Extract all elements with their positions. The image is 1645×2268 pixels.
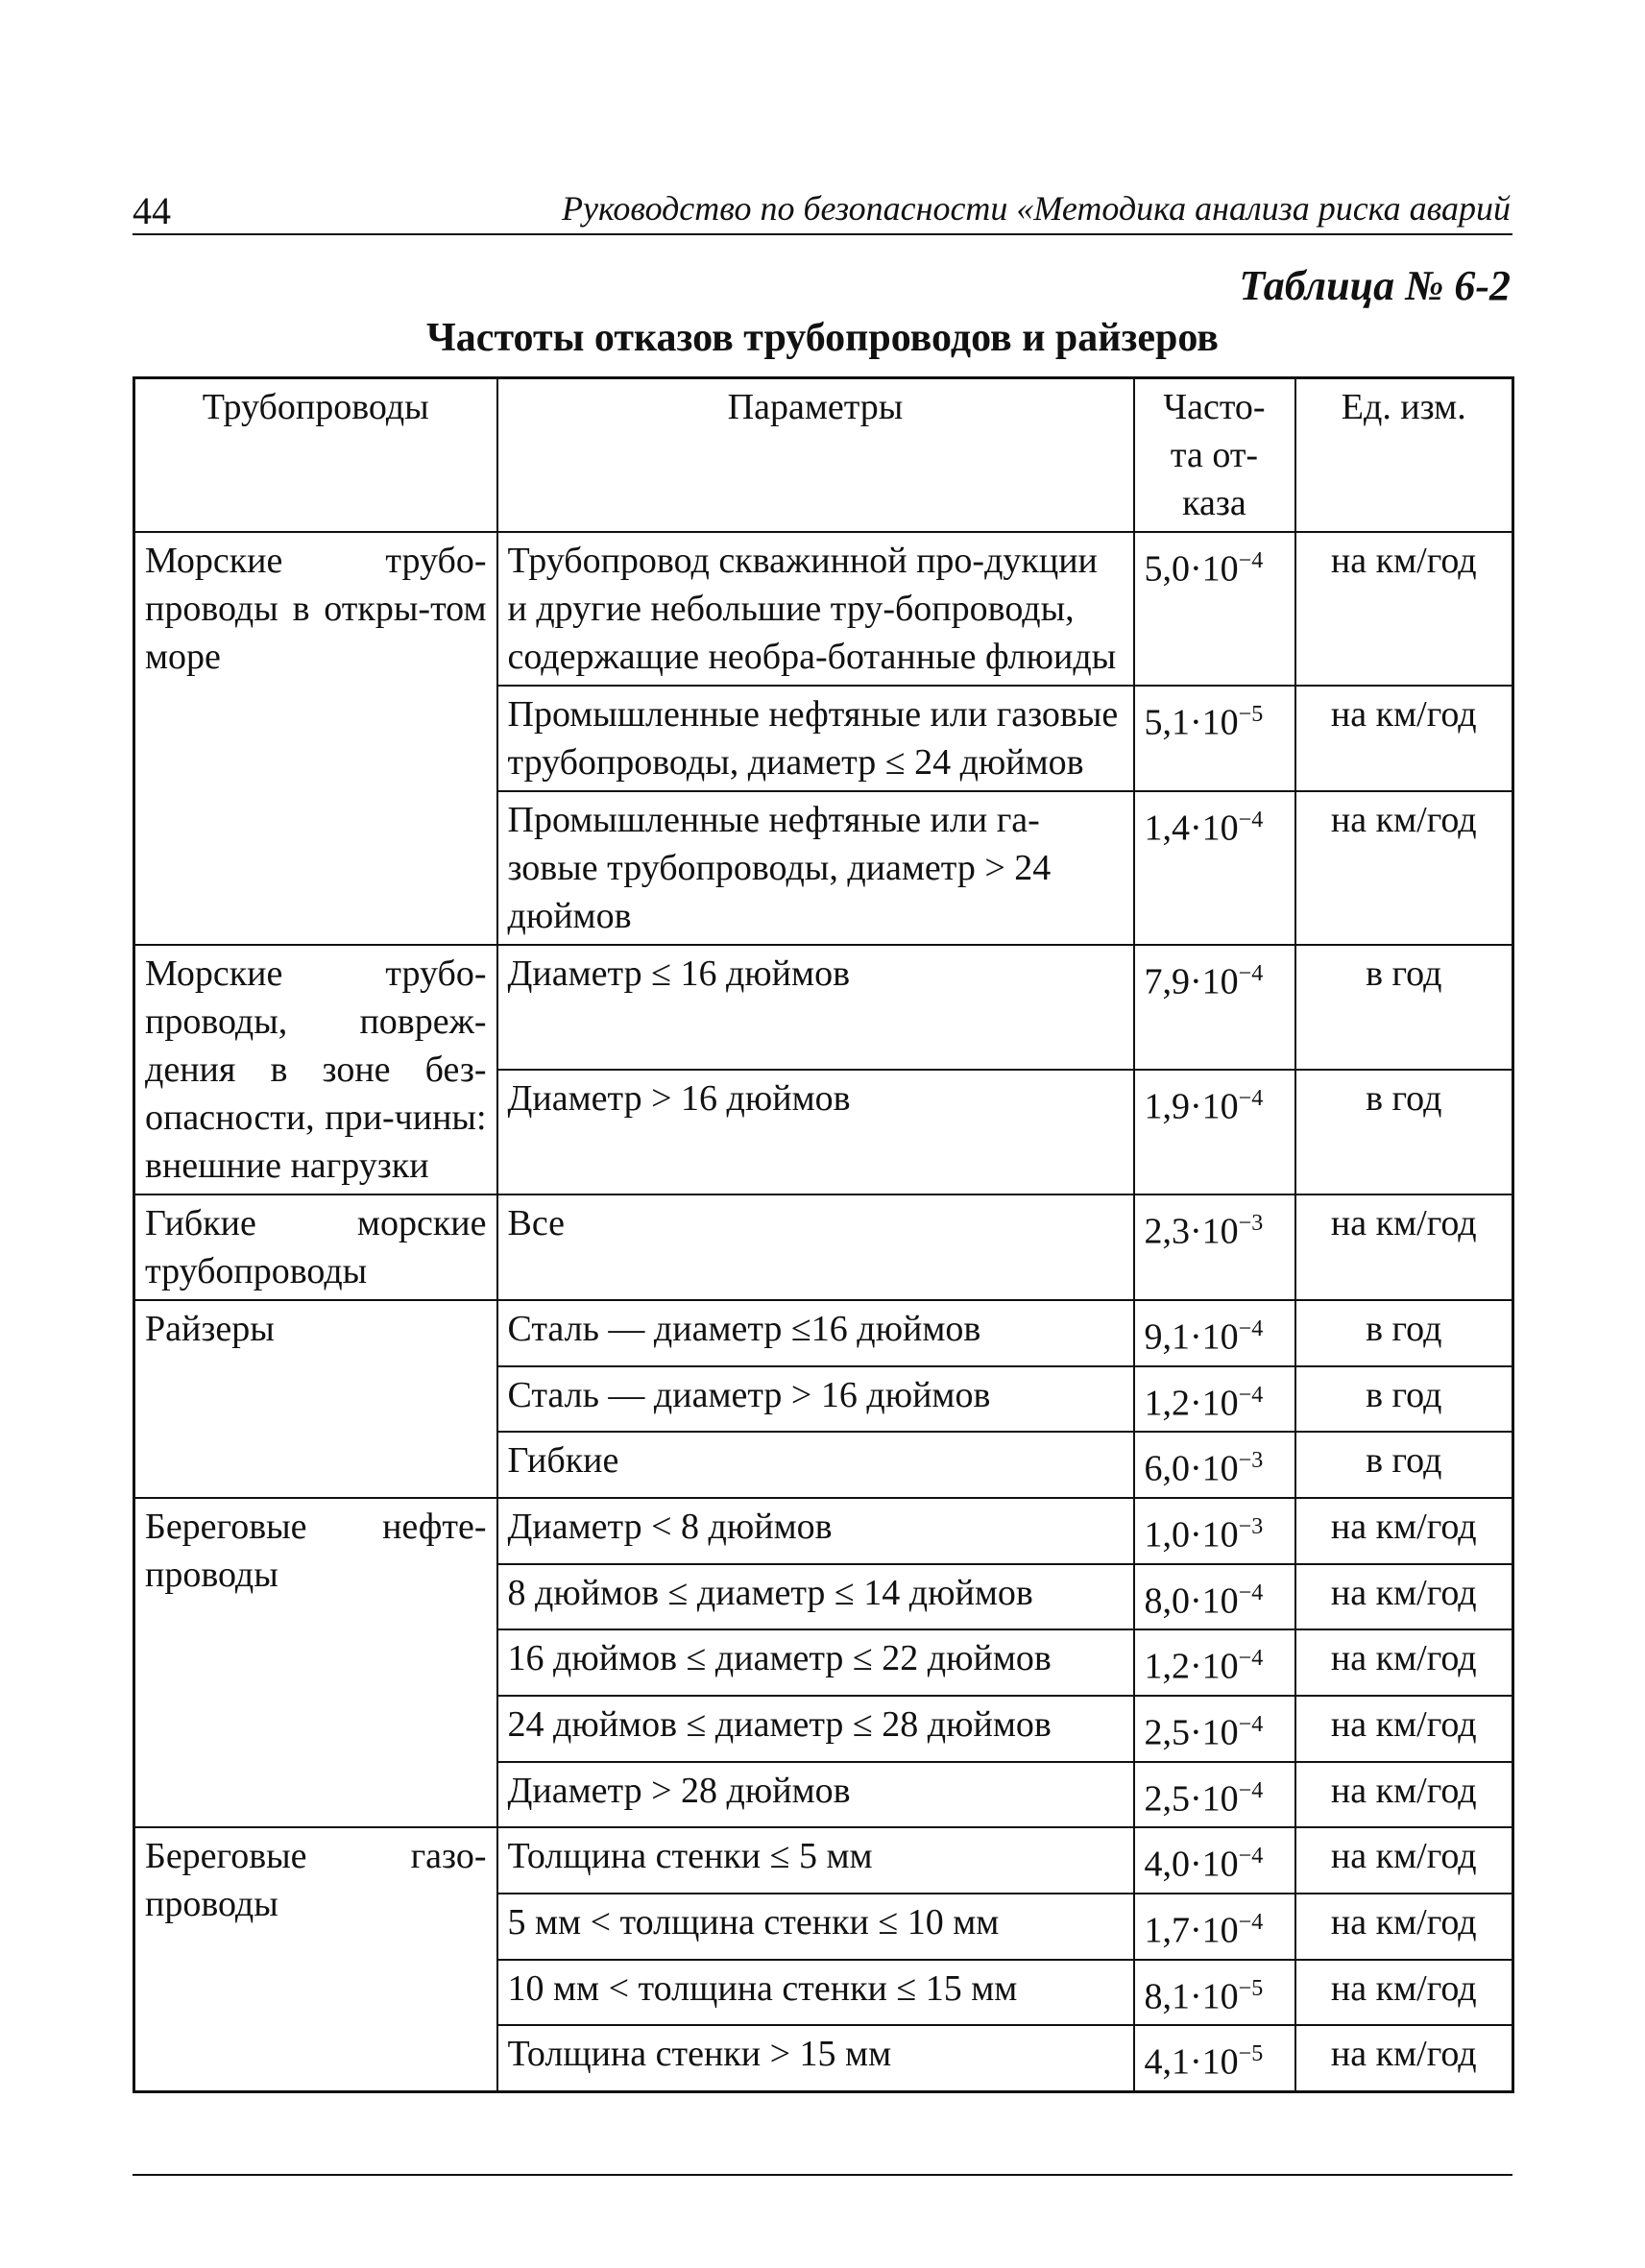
frequency-cell bbox=[1134, 791, 1295, 945]
pipeline-type-cell: Гибкие морские трубопроводы bbox=[134, 1194, 497, 1300]
frequency-cell bbox=[1134, 1629, 1295, 1696]
frequency-cell bbox=[1134, 1432, 1295, 1498]
column-header-frequency: Часто- та от- каза bbox=[1134, 378, 1295, 533]
frequency-exponent: −4 bbox=[1238, 1316, 1264, 1341]
frequency-cell bbox=[1134, 1762, 1295, 1828]
parameter-cell: 10 мм < толщина стенки ≤ 15 мм bbox=[497, 1960, 1134, 2026]
frequency-mantissa: 5,0·10 bbox=[1144, 548, 1239, 590]
unit-cell: в год bbox=[1295, 1070, 1513, 1194]
parameter-cell: 24 дюймов ≤ диаметр ≤ 28 дюймов bbox=[497, 1696, 1134, 1762]
frequency-cell bbox=[1134, 945, 1295, 1070]
frequency-cell bbox=[1134, 1696, 1295, 1762]
parameter-cell: 5 мм < толщина стенки ≤ 10 мм bbox=[497, 1894, 1134, 1960]
unit-cell: в год bbox=[1295, 1300, 1513, 1366]
frequency-exponent: −4 bbox=[1238, 548, 1264, 573]
parameter-cell: Сталь — диаметр > 16 дюймов bbox=[497, 1366, 1134, 1433]
frequency-exponent: −4 bbox=[1238, 1909, 1264, 1935]
table-body bbox=[134, 532, 1513, 2091]
frequency-exponent: −5 bbox=[1238, 702, 1264, 727]
frequency-exponent: −5 bbox=[1238, 2041, 1264, 2067]
frequency-cell bbox=[1134, 1960, 1295, 2026]
parameter-cell: Промышленные нефтяные или газовые трубопроводы, диаметр ≤ 24 дюймов bbox=[497, 686, 1134, 791]
table-number: Таблица № 6-2 bbox=[1239, 262, 1511, 309]
unit-cell: на км/год bbox=[1295, 791, 1513, 945]
frequency-cell bbox=[1134, 1894, 1295, 1960]
frequency-cell bbox=[1134, 1498, 1295, 1564]
frequency-cell bbox=[1134, 1300, 1295, 1366]
frequency-mantissa: 2,5·10 bbox=[1144, 1778, 1239, 1820]
frequency-cell bbox=[1134, 686, 1295, 791]
table-row bbox=[134, 1498, 1513, 1564]
table-row bbox=[134, 1194, 1513, 1300]
frequency-exponent: −3 bbox=[1238, 1448, 1264, 1474]
frequency-mantissa: 8,0·10 bbox=[1144, 1580, 1239, 1622]
frequency-mantissa: 4,1·10 bbox=[1144, 2041, 1239, 2083]
column-header-pipeline: Трубопроводы bbox=[134, 378, 497, 533]
frequency-mantissa: 6,0·10 bbox=[1144, 1448, 1239, 1489]
unit-cell: на км/год bbox=[1295, 532, 1513, 686]
table-header-row bbox=[134, 378, 1513, 533]
column-header-parameters: Параметры bbox=[497, 378, 1134, 533]
table-row bbox=[134, 1300, 1513, 1366]
unit-cell: на км/год bbox=[1295, 1762, 1513, 1828]
parameter-cell: Диаметр > 28 дюймов bbox=[497, 1762, 1134, 1828]
frequency-mantissa: 4,0·10 bbox=[1144, 1844, 1239, 1885]
pipeline-type-cell: Райзеры bbox=[134, 1300, 497, 1498]
parameter-cell: 16 дюймов ≤ диаметр ≤ 22 дюймов bbox=[497, 1629, 1134, 1696]
pipeline-type-cell: Морские трубо-проводы, повреж-дения в зоне без-опасности, при-чины: внешние нагрузки bbox=[134, 945, 497, 1194]
unit-cell: в год bbox=[1295, 945, 1513, 1070]
parameter-cell: Промышленные нефтяные или га-зовые трубопроводы, диаметр > 24 дюймов bbox=[497, 791, 1134, 945]
frequency-exponent: −4 bbox=[1238, 1711, 1264, 1737]
frequency-cell bbox=[1134, 1366, 1295, 1433]
unit-cell: на км/год bbox=[1295, 1564, 1513, 1630]
parameter-cell: Диаметр ≤ 16 дюймов bbox=[497, 945, 1134, 1070]
header-divider bbox=[133, 233, 1512, 235]
unit-cell: в год bbox=[1295, 1366, 1513, 1433]
footer-divider bbox=[133, 2174, 1512, 2176]
frequency-mantissa: 1,9·10 bbox=[1144, 1086, 1239, 1127]
unit-cell: на км/год bbox=[1295, 1696, 1513, 1762]
unit-cell: на км/год bbox=[1295, 1194, 1513, 1300]
parameter-cell: Толщина стенки > 15 мм bbox=[497, 2025, 1134, 2091]
frequency-mantissa: 1,7·10 bbox=[1144, 1910, 1239, 1951]
parameter-cell: Диаметр < 8 дюймов bbox=[497, 1498, 1134, 1564]
unit-cell: на км/год bbox=[1295, 1629, 1513, 1696]
unit-cell: на км/год bbox=[1295, 686, 1513, 791]
table-row bbox=[134, 945, 1513, 1070]
pipeline-type-cell: Береговые нефте-проводы bbox=[134, 1498, 497, 1827]
unit-cell: на км/год bbox=[1295, 1827, 1513, 1894]
frequency-cell bbox=[1134, 532, 1295, 686]
parameter-cell: 8 дюймов ≤ диаметр ≤ 14 дюймов bbox=[497, 1564, 1134, 1630]
frequency-mantissa: 2,3·10 bbox=[1144, 1211, 1239, 1252]
running-title: Руководство по безопасности «Методика анализа риска аварий bbox=[561, 189, 1511, 228]
unit-cell: в год bbox=[1295, 1432, 1513, 1498]
parameter-cell: Все bbox=[497, 1194, 1134, 1300]
frequency-mantissa: 8,1·10 bbox=[1144, 1976, 1239, 2017]
frequency-cell bbox=[1134, 1564, 1295, 1630]
frequency-cell bbox=[1134, 1194, 1295, 1300]
frequency-exponent: −4 bbox=[1238, 1777, 1264, 1803]
frequency-exponent: −4 bbox=[1238, 1646, 1264, 1672]
frequency-exponent: −4 bbox=[1238, 1580, 1264, 1605]
table-row bbox=[134, 532, 1513, 686]
parameter-cell: Гибкие bbox=[497, 1432, 1134, 1498]
table-row bbox=[134, 1827, 1513, 1894]
failure-frequency-table bbox=[133, 376, 1514, 2093]
frequency-mantissa: 1,2·10 bbox=[1144, 1646, 1239, 1687]
page-number: 44 bbox=[133, 189, 171, 232]
unit-cell: на км/год bbox=[1295, 1894, 1513, 1960]
frequency-mantissa: 1,2·10 bbox=[1144, 1383, 1239, 1424]
unit-cell: на км/год bbox=[1295, 1960, 1513, 2026]
frequency-mantissa: 2,5·10 bbox=[1144, 1712, 1239, 1753]
frequency-exponent: −4 bbox=[1238, 1382, 1264, 1408]
frequency-exponent: −3 bbox=[1238, 1513, 1264, 1539]
parameter-cell: Трубопровод скважинной про-дукции и другие небольшие тру-бопроводы, содержащие необра-ботанные флюиды bbox=[497, 532, 1134, 686]
frequency-mantissa: 1,0·10 bbox=[1144, 1514, 1239, 1556]
parameter-cell: Диаметр > 16 дюймов bbox=[497, 1070, 1134, 1194]
unit-cell: на км/год bbox=[1295, 2025, 1513, 2091]
frequency-exponent: −4 bbox=[1238, 961, 1264, 986]
frequency-mantissa: 9,1·10 bbox=[1144, 1316, 1239, 1358]
parameter-cell: Толщина стенки ≤ 5 мм bbox=[497, 1827, 1134, 1894]
frequency-cell bbox=[1134, 1070, 1295, 1194]
frequency-cell bbox=[1134, 1827, 1295, 1894]
frequency-mantissa: 7,9·10 bbox=[1144, 961, 1239, 1002]
frequency-exponent: −4 bbox=[1238, 1086, 1264, 1111]
parameter-cell: Сталь — диаметр ≤16 дюймов bbox=[497, 1300, 1134, 1366]
frequency-mantissa: 5,1·10 bbox=[1144, 702, 1239, 743]
frequency-exponent: −4 bbox=[1238, 808, 1264, 832]
frequency-cell bbox=[1134, 2025, 1295, 2091]
frequency-exponent: −4 bbox=[1238, 1844, 1264, 1870]
unit-cell: на км/год bbox=[1295, 1498, 1513, 1564]
frequency-exponent: −5 bbox=[1238, 1975, 1264, 2001]
column-header-unit: Ед. изм. bbox=[1295, 378, 1513, 533]
pipeline-type-cell: Морские трубо-проводы в откры-том море bbox=[134, 532, 497, 945]
pipeline-type-cell: Береговые газо-проводы bbox=[134, 1827, 497, 2091]
table-title: Частоты отказов трубопроводов и райзеров bbox=[425, 316, 1219, 360]
frequency-exponent: −3 bbox=[1238, 1211, 1264, 1236]
frequency-mantissa: 1,4·10 bbox=[1144, 808, 1239, 849]
